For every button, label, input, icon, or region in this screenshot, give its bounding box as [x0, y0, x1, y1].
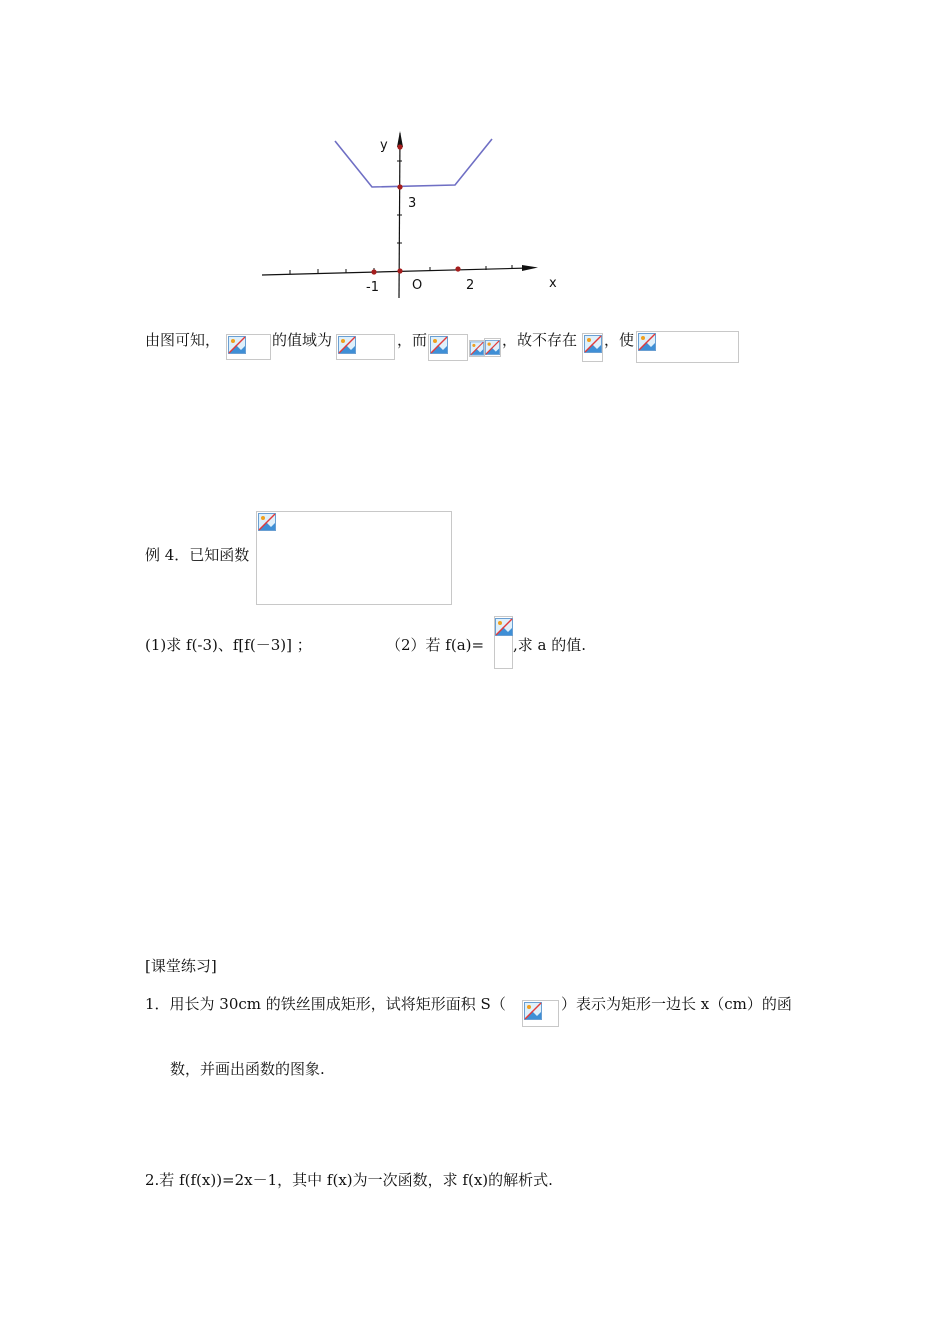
example4-q2-b: ,求 a 的值.	[513, 636, 587, 654]
broken-image-icon	[524, 1002, 542, 1020]
point-2	[455, 266, 460, 271]
broken-image	[636, 331, 739, 363]
broken-image	[469, 340, 485, 357]
broken-image	[226, 334, 271, 360]
broken-image-icon	[638, 333, 656, 351]
broken-image-icon	[485, 339, 503, 357]
example4-q1: (1)求 f(-3)、f[f(－3)] ；	[145, 636, 312, 654]
point-y3	[397, 184, 402, 189]
function-graph	[250, 125, 570, 305]
p1-text-b: 的值域为	[272, 331, 333, 349]
broken-image	[484, 338, 501, 357]
p1-text-a: 由图可知，	[145, 331, 221, 349]
broken-image-icon	[258, 513, 276, 531]
x-axis-label: x	[549, 276, 557, 291]
broken-image	[582, 333, 603, 362]
practice-heading: [课堂练习]	[145, 957, 217, 975]
p1-text-d: ，故不存在	[502, 331, 578, 349]
broken-image	[256, 511, 452, 605]
broken-image-icon	[430, 336, 448, 354]
example4-label: 例 4．已知函数	[145, 546, 250, 564]
broken-image	[494, 616, 513, 669]
function-curve	[335, 139, 492, 187]
point-y-top	[397, 144, 402, 149]
point-neg1	[371, 269, 376, 274]
practice-item1-c: 数，并画出函数的图象.	[170, 1060, 325, 1078]
broken-image	[428, 334, 468, 361]
example4-q2-a: （2）若 f(a)=	[386, 636, 485, 654]
broken-image	[336, 334, 395, 360]
broken-image-icon	[584, 335, 602, 353]
practice-item1-b: ）表示为矩形一边长 x（cm）的函	[561, 995, 792, 1013]
practice-item2: 2.若 f(f(x))=2x－1，其中 f(x)为一次函数，求 f(x)的解析式.	[145, 1171, 553, 1189]
y-axis-label: y	[380, 138, 388, 153]
p1-text-c: ，而	[397, 331, 428, 349]
broken-image-icon	[228, 336, 246, 354]
practice-item1-a: 1．用长为 30cm 的铁丝围成矩形，试将矩形面积 S（	[145, 995, 506, 1013]
x-axis	[262, 268, 530, 275]
y-tick-3: 3	[408, 196, 417, 211]
x-axis-arrow-icon	[522, 265, 538, 271]
broken-image	[522, 1000, 559, 1027]
x-tick-2: 2	[466, 278, 475, 293]
origin-label: O	[412, 278, 423, 293]
broken-image-icon	[495, 618, 513, 636]
broken-image-icon	[338, 336, 356, 354]
point-origin	[397, 268, 402, 273]
x-tick-neg1: -1	[366, 280, 379, 295]
p1-text-e: ，使	[604, 331, 635, 349]
